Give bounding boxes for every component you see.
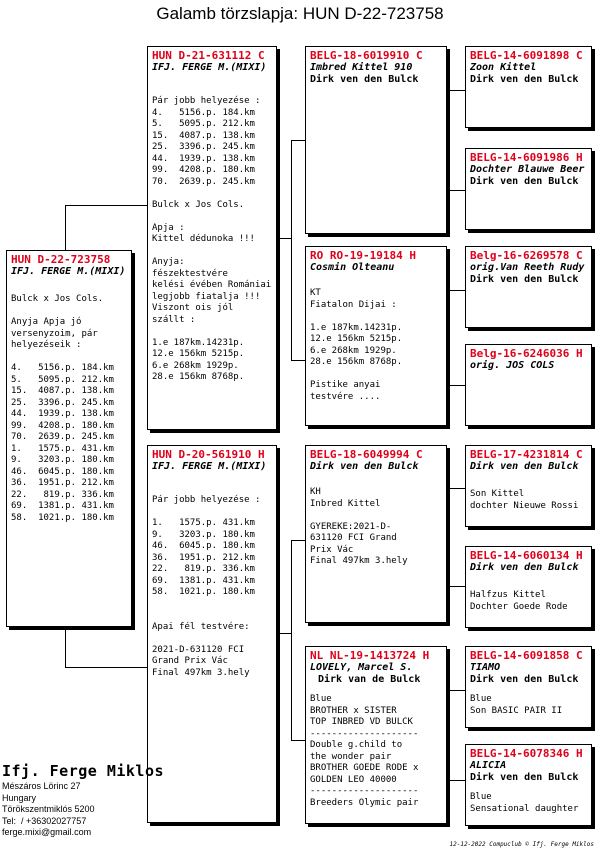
connector-line [447,290,465,291]
great-grandparent-card[interactable] [465,46,592,128]
subject-ring: HUN D-22-723758 [11,253,111,266]
great-grandparent-card[interactable] [465,344,592,426]
great-grandparent-card[interactable] [465,646,592,728]
great-grandparent-name: TIAMO [470,662,501,673]
grandparent-ring: BELG-18-6019910 C [310,49,423,62]
great-grandparent-ring: Belg-16-6269578 C [470,249,583,262]
great-grandparent-name: Dirk ven den Bulck [470,562,579,573]
connector-line [291,540,292,740]
connector-line [447,780,465,781]
grandparent-card[interactable] [305,46,447,234]
grandparent-name: LOVELY, Marcel S. [310,662,413,673]
connector-line [65,627,66,667]
connector-line [447,690,465,691]
great-grandparent-breeder: Dirk ven den Bulck [470,772,579,783]
subject-name: IFJ. FERGE M.(MIXI) [11,266,126,277]
connector-line [291,140,292,360]
great-grandparent-notes: Halfzus Kittel Dochter Goede Rode [470,590,568,612]
sire-ring: HUN D-21-631112 C [152,49,265,62]
page-title: Galamb törzslapja: HUN D-22-723758 [156,4,444,23]
connector-line [447,488,465,489]
grandparent-card[interactable] [305,246,447,426]
great-grandparent-ring: BELG-17-4231814 C [470,448,583,461]
dam-card[interactable] [147,445,277,823]
grandparent-notes: Blue BROTHER x SISTER TOP INBRED VD BULCK -------------------- Double g.child to the wonder pair BROTHER GOEDE RODE x GOLDEN LEO 40000 -------------------- Breeders Olymic pair [310,694,419,808]
connector-line [65,205,147,206]
subject-card[interactable] [6,250,132,627]
footer-text: 12-12-2022 Compuclub © Ifj. Ferge Miklos [449,841,594,848]
grandparent-name: Dirk ven den Bulck [310,461,419,472]
sire-name: IFJ. FERGE M.(MIXI) [152,62,267,73]
connector-line [291,140,306,141]
great-grandparent-name: Zoon Kittel [470,62,537,73]
grandparent-name: Imbred Kittel 910 [310,62,413,73]
great-grandparent-name: Dirk ven den Bulck [470,461,579,472]
great-grandparent-name: Dochter Blauwe Beer [470,164,585,175]
grandparent-notes: KT Fiatalon Dijai : 1.e 187km.14231p. 12.e 156km 5215p. 6.e 268km 1929p. 28.e 156km 8768p. Pistike anyai testvére .... [310,288,403,402]
great-grandparent-name: orig.Van Reeth Rudy [470,262,585,273]
great-grandparent-ring: BELG-14-6060134 H [470,549,583,562]
great-grandparent-card[interactable] [465,744,592,826]
great-grandparent-card[interactable] [465,445,592,527]
great-grandparent-notes: Blue Sensational daughter [470,792,579,814]
grandparent-card[interactable] [305,646,447,824]
great-grandparent-ring: BELG-14-6078346 H [470,747,583,760]
connector-line [291,540,306,541]
grandparent-card[interactable] [305,445,447,623]
sire-card[interactable] [147,46,277,430]
great-grandparent-breeder: Dirk ven den Bulck [470,674,579,685]
great-grandparent-name: ALICIA [470,760,507,771]
grandparent-breeder: Dirk ven den Bulck [310,74,419,85]
great-grandparent-breeder: Dirk ven den Bulck [470,274,579,285]
connector-line [447,488,448,586]
owner-contact: Mészáros Lörinc 27 Hungary Törökszentmiklós 5200 Tel: / +36302027757 ferge.mixi@gmail.com [2,781,95,837]
connector-line [447,90,465,91]
great-grandparent-name: orig. JOS COLS [470,360,555,371]
dam-notes: Pár jobb helyezése : 1. 1575.p. 431.km 9. 3203.p. 180.km 46. 6045.p. 180.km 36. 1951.p. 212.km 22. 819.p. 336.km 69. 1381.p. 431.km 58. 1021.p. 180.km Apai fél testvére: 2021-D-631120 FCI Grand Prix Vác Final 497km 3.hely [152,495,261,678]
dam-name: IFJ. FERGE M.(MIXI) [152,461,267,472]
connector-line [447,586,465,587]
connector-line [447,90,448,190]
great-grandparent-card[interactable] [465,246,592,328]
sire-notes: Pár jobb helyezése : 4. 5156.p. 184.km 5. 5095.p. 212.km 15. 4087.p. 138.km 25. 3396.p. 245.km 44. 1939.p. 138.km 99. 4208.p. 180.km 70. 2639.p. 245.km Bulck x Jos Cols. Apja : Kittel dédunoka !!! Anyja: fészektestvére kelési évében Romániai legjobb fiatalja !!! Viszont ois jól szállt : 1.e 187km.14231p. 12.e 156km 5215p. 6.e 268km 1929p. 28.e 156km 8768p. [152,96,272,382]
grandparent-ring: RO RO-19-19184 H [310,249,416,262]
great-grandparent-ring: BELG-14-6091898 C [470,49,583,62]
great-grandparent-ring: Belg-16-6246036 H [470,347,583,360]
grandparent-notes: KH Inbred Kittel GYEREKE:2021-D- 631120 FCI Grand Prix Vác Final 497km 3.hely [310,487,408,566]
connector-line [277,238,292,239]
great-grandparent-breeder: Dirk ven den Bulck [470,74,579,85]
connector-line [447,290,448,385]
great-grandparent-notes: Son Kittel dochter Nieuwe Rossi [470,489,579,511]
dam-ring: HUN D-20-561910 H [152,448,265,461]
connector-line [447,190,465,191]
great-grandparent-ring: BELG-14-6091986 H [470,151,583,164]
subject-notes: Bulck x Jos Cols. Anyja Apja jó versenyzoim, pár helyezéseik : 4. 5156.p. 184.km 5. 5095.p. 212.km 15. 4087.p. 138.km 25. 3396.p. 245.km 44. 1939.p. 138.km 99. 4208.p. 180.km 70. 2639.p. 245.km 1. 1575.p. 431.km 9. 3203.p. 180.km 46. 6045.p. 180.km 36. 1951.p. 212.km 22. 819.p. 336.km 69. 1381.p. 431.km 58. 1021.p. 180.km [11,294,114,523]
grandparent-ring: BELG-18-6049994 C [310,448,423,461]
great-grandparent-breeder: Dirk ven den Bulck [470,176,579,187]
connector-line [277,633,292,634]
connector-line [291,740,306,741]
connector-line [447,690,448,780]
grandparent-name: Cosmin Olteanu [310,262,395,273]
connector-line [447,385,465,386]
great-grandparent-card[interactable] [465,148,592,230]
grandparent-ring: NL NL-19-1413724 H [310,649,430,662]
connector-line [291,360,306,361]
great-grandparent-ring: BELG-14-6091858 C [470,649,583,662]
owner-name: Ifj. Ferge Miklos [2,762,165,780]
connector-line [65,667,147,668]
connector-line [65,205,66,250]
grandparent-breeder: Dirk van de Bulck [318,674,421,685]
great-grandparent-notes: Blue Son BASIC PAIR II [470,694,563,716]
great-grandparent-card[interactable] [465,546,592,628]
